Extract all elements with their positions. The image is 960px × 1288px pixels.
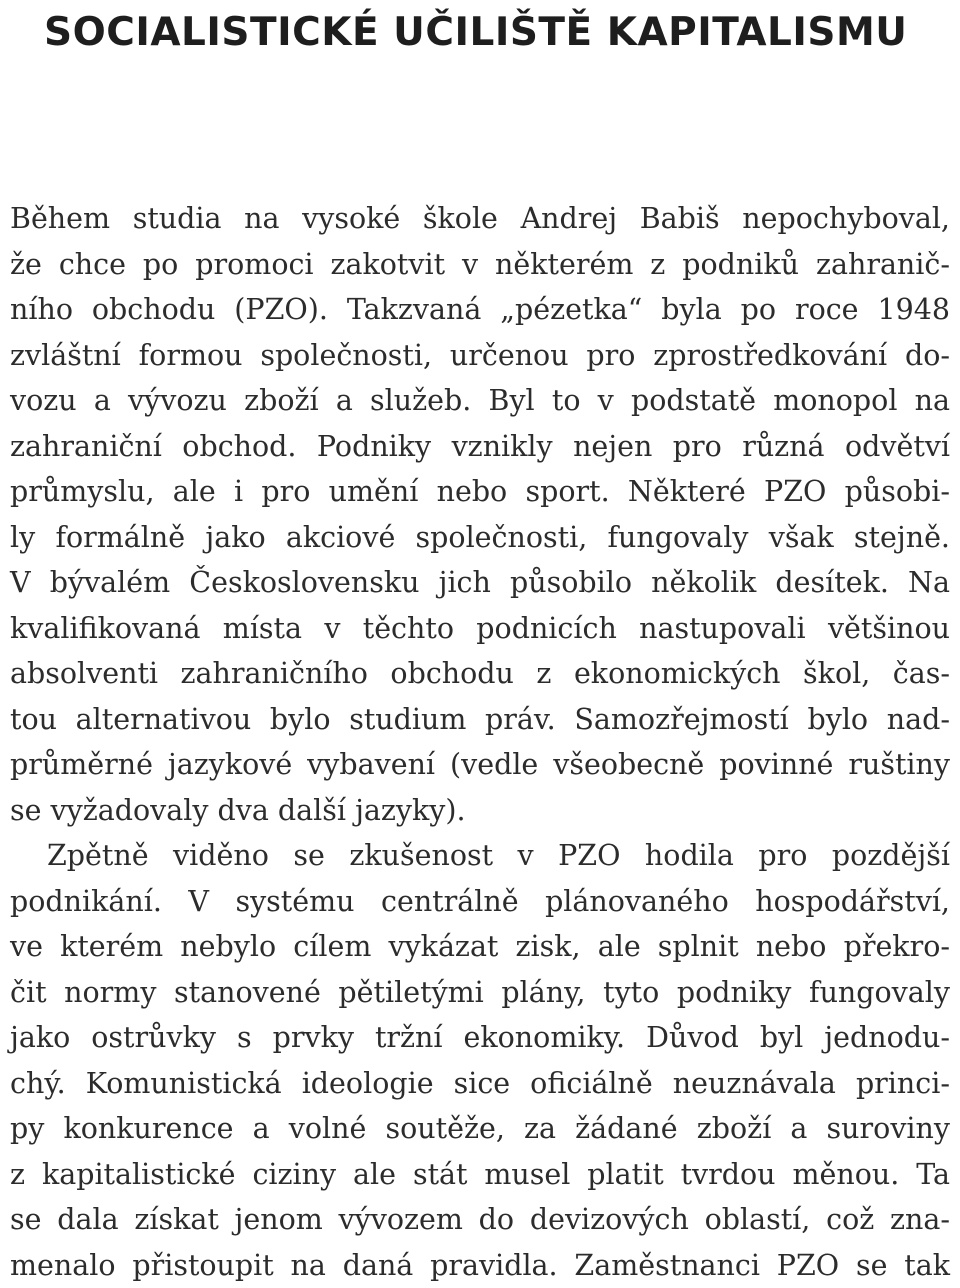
- text-line: průměrné jazykové vybavení (vedle všeobecně povinné ruštiny: [10, 742, 950, 788]
- text-line: menalo přistoupit na daná pravidla. Zaměstnanci PZO se tak: [10, 1243, 950, 1288]
- text-line: vozu a vývozu zboží a služeb. Byl to v podstatě monopol na: [10, 378, 950, 424]
- text-line: průmyslu, ale i pro umění nebo sport. Některé PZO působi-: [10, 469, 950, 515]
- body-text: [10, 196, 950, 1288]
- text-line: že chce po promoci zakotvit v některém z podniků zahranič-: [10, 242, 950, 288]
- text-line: ve kterém nebylo cílem vykázat zisk, ale splnit nebo překro-: [10, 924, 950, 970]
- text-line: ly formálně jako akciové společnosti, fungovaly však stejně.: [10, 515, 950, 561]
- text-line: z kapitalistické ciziny ale stát musel platit tvrdou měnou. Ta: [10, 1152, 950, 1198]
- text-line: chý. Komunistická ideologie sice oficiálně neuznávala princi-: [10, 1061, 950, 1107]
- text-line: podnikání. V systému centrálně plánovaného hospodářství,: [10, 879, 950, 925]
- text-line: ního obchodu (PZO). Takzvaná „pézetka“ byla po roce 1948: [10, 287, 950, 333]
- text-line: tou alternativou bylo studium práv. Samozřejmostí bylo nad-: [10, 697, 950, 743]
- text-line: V bývalém Československu jich působilo několik desítek. Na: [10, 560, 950, 606]
- text-line: kvalifikovaná místa v těchto podnicích nastupovali většinou: [10, 606, 950, 652]
- text-line: Během studia na vysoké škole Andrej Babiš nepochyboval,: [10, 196, 950, 242]
- paragraph-1: [10, 196, 950, 833]
- text-line: se dala získat jenom vývozem do devizových oblastí, což zna-: [10, 1197, 950, 1243]
- text-line: zvláštní formou společnosti, určenou pro zprostředkování do-: [10, 333, 950, 379]
- text-line: zahraniční obchod. Podniky vznikly nejen pro různá odvětví: [10, 424, 950, 470]
- chapter-title: SOCIALISTICKÉ UČILIŠTĚ KAPITALISMU: [44, 8, 907, 58]
- text-line: Zpětně viděno se zkušenost v PZO hodila pro pozdější: [10, 833, 950, 879]
- paragraph-2: [10, 833, 950, 1288]
- text-line: py konkurence a volné soutěže, za žádané zboží a suroviny: [10, 1106, 950, 1152]
- text-line: se vyžadovaly dva další jazyky).: [10, 788, 950, 834]
- text-line: čit normy stanovené pětiletými plány, tyto podniky fungovaly: [10, 970, 950, 1016]
- text-line: absolventi zahraničního obchodu z ekonomických škol, čas-: [10, 651, 950, 697]
- text-line: jako ostrůvky s prvky tržní ekonomiky. Důvod byl jednodu-: [10, 1015, 950, 1061]
